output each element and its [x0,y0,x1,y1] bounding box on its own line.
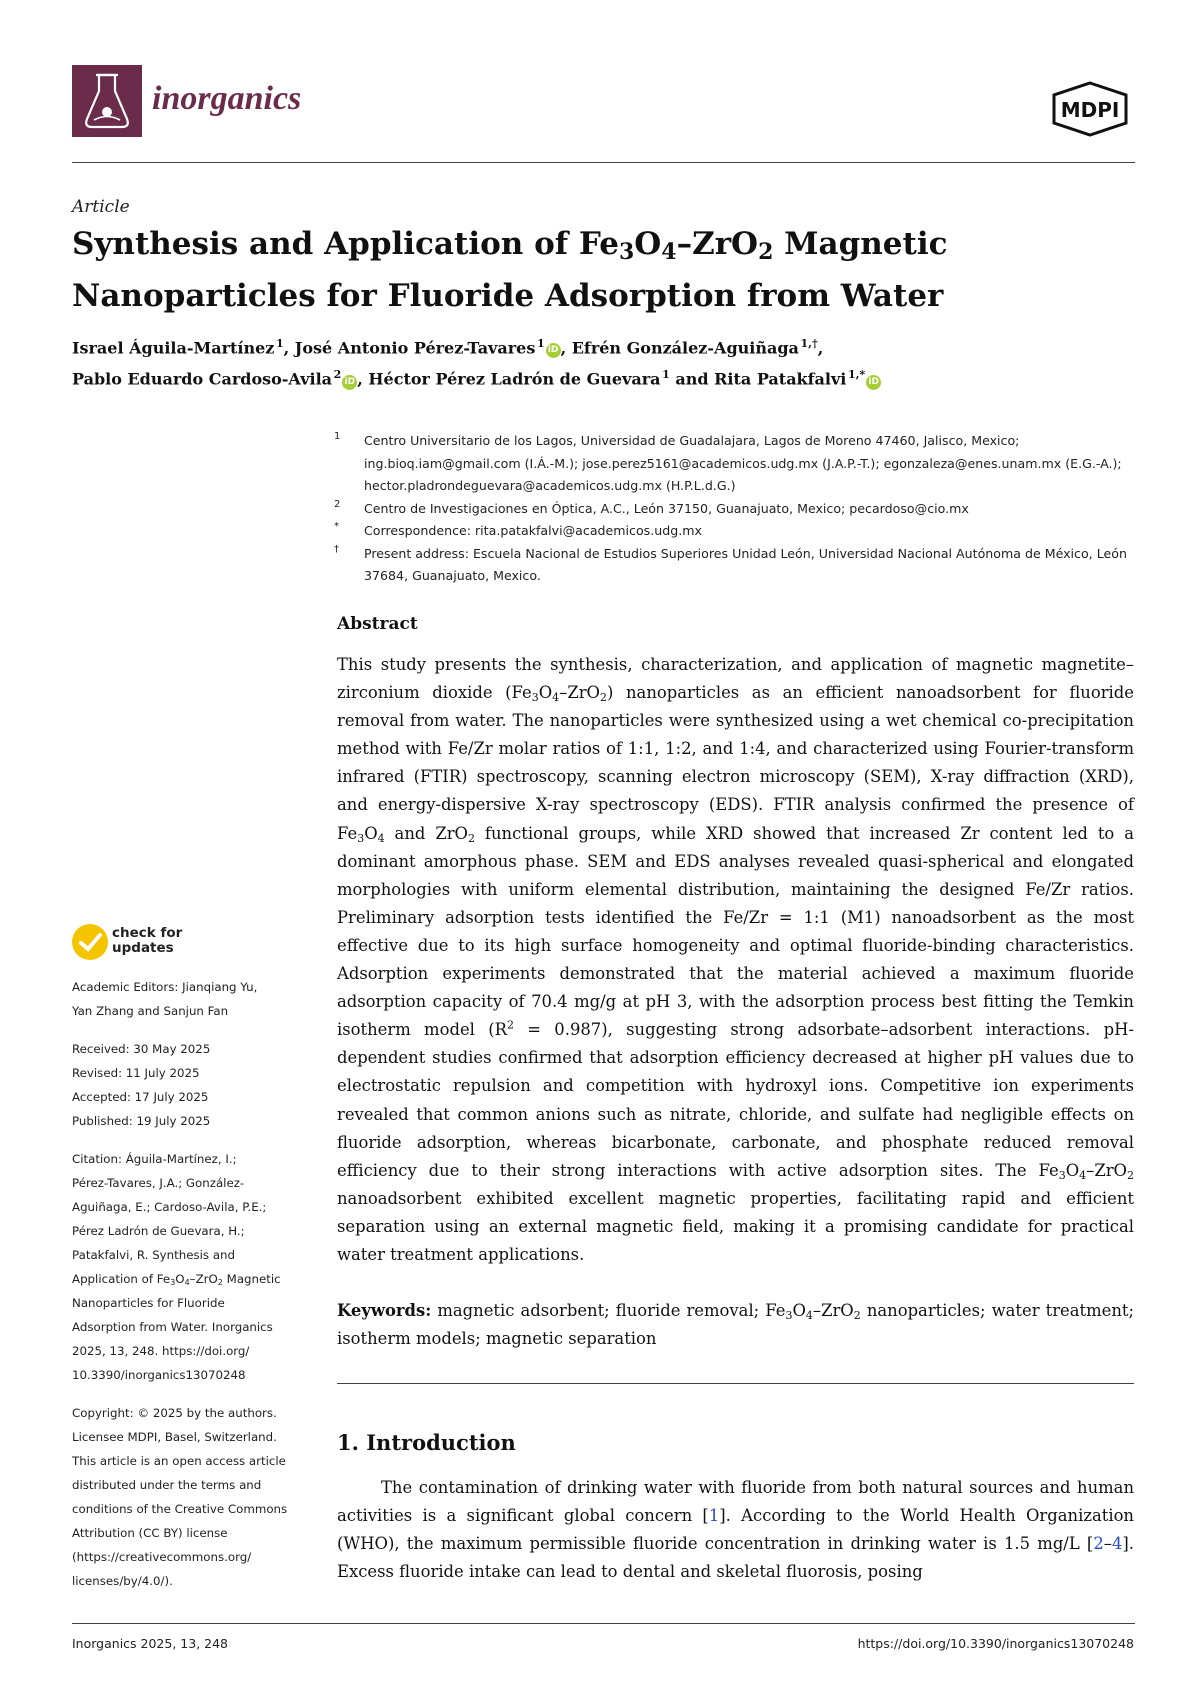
author-name[interactable]: Israel Águila-Martínez [72,338,275,358]
author-list: Israel Águila-Martínez $^1$, José Antonio Pérez-Tavares $^1$iD , Efrén González-Aguiñaga $^{1,\dagger}$, Pablo Eduardo Cardoso-Avila $^2$iD , Héctor Pérez Ladrón de Guevara $^1$ and Rita Patakfalvi $^{1,*}$iD [72,330,1132,393]
abstract-heading: Abstract [337,614,418,634]
article-type: Article [72,197,130,217]
license-link[interactable]: (https://creativecommons.org/ [72,1550,252,1564]
copyright-notice: Copyright: © 2025 by the authors. Licensee MDPI, Basel, Switzerland. This article is an open access article distributed under the terms and conditions of the Creative Commons Attribution (CC BY) license (https://creativecommons.org/ licenses/by/4.0/). [72,1401,312,1593]
affiliation-item: 1 Centro Universitario de los Lagos, Universidad de Guadalajara, Lagos de Moreno 47460, Jalisco, Mexico; ing.bioq.iam@gmail.com (I.Á.-M.); jose.perez5161@academicos.udg.mx (J.A.P.-T.); egonzaleza@enes.unam.mx (E.G.-A.); hector.pladrondeguevara@academicos.udg.mx (H.P.L.d.G.) [334,431,1122,493]
article-sidebar [72,975,312,1607]
section-divider [337,1383,1134,1384]
author-name[interactable]: Rita Patakfalvi [714,369,847,389]
mdpi-logo-icon[interactable] [1048,80,1132,138]
footer-divider [72,1623,1135,1624]
check-badge-icon [72,924,108,960]
author-name[interactable]: Pablo Eduardo Cardoso-Avila [72,369,333,389]
affiliation-item: 2 Centro de Investigaciones en Óptica, A.C., León 37150, Guanajuato, Mexico; pecardoso@cio.mx [334,498,969,516]
journal-logo-icon [72,65,142,137]
paper-title: Synthesis and Application of $Fe_3O_4-ZrO_2$ Magnetic Nanoparticles for Fluoride Adsorption from Water [72,226,948,314]
check-for-updates-icon[interactable] [72,922,192,964]
introduction-text: The contamination of drinking water with fluoride from both natural sources and human activities is a significant global concern [1]. According to the World Health Organization (WHO), the maximum permissible fluoride concentration in drinking water is 1.5 mg/L [2–4]. Excess fluoride intake can lead to dental and skeletal fluorosis, posing [337,1478,1134,1582]
academic-editors: Academic Editors: Jianqiang Yu, Yan Zhang and Sanjun Fan [72,980,258,1018]
present-address: † Present address: Escuela Nacional de Estudios Superiores Unidad León, Universidad Nacional Autónoma de México, León 37684, Guanajuato, Mexico. [334,543,1127,583]
author-name[interactable]: Efrén González-Aguiñaga [571,338,799,358]
check-for-updates-label: check for updates [112,925,183,956]
footer-doi-link[interactable]: https://doi.org/10.3390/inorganics13070248 [857,1636,1134,1651]
doi-link[interactable]: 2025, 13, 248. https://doi.org/ [72,1344,250,1358]
author-name[interactable]: José Antonio Pérez-Tavares [294,338,536,358]
license-link[interactable]: licenses/by/4.0/). [72,1574,173,1588]
author-name[interactable]: Héctor Pérez Ladrón de Guevara [368,369,661,389]
affiliations [334,430,1134,588]
doi-link[interactable]: 10.3390/inorganics13070248 [72,1368,246,1382]
abstract-text: This study presents the synthesis, characterization, and application of magnetic magnetite–zirconium dioxide $(Fe_3O_4-ZrO_2)$ nanoparticles as an efficient nanoadsorbent for fluoride removal from water. The nanoparticles were synthesized using a wet chemical co-precipitation method with Fe/Zr molar ratios of 1:1, 1:2, and 1:4, and characterized using Fourier-transform infrared (FTIR) spectroscopy, scanning electron microscopy (SEM), X-ray diffraction (XRD), and energy-dispersive X-ray spectroscopy (EDS). FTIR analysis confirmed the presence of $Fe_3O_4$ and ZrO$_2$ functional groups, while XRD showed that increased Zr content led to a dominant amorphous phase. SEM and EDS analyses revealed quasi-spherical and elongated morphologies with uniform elemental distribution, maintaining the designed Fe/Zr ratios. Preliminary adsorption tests identified the Fe/Zr = 1:1 (M1) nanoadsorbent as the most effective due to its high surface homogeneity and optimal fluoride-binding characteristics. Adsorption experiments demonstrated that the material achieved a maximum fluoride adsorption capacity of 70.4 mg/g at pH 3, with the adsorption process best fitting the Temkin isotherm model $(R^2 = 0.987)$, suggesting strong adsorbate–adsorbent interactions. pH-dependent studies confirmed that adsorption efficiency decreased at higher pH values due to electrostatic repulsion and competition with hydroxyl ions. Competitive ion experiments revealed that common anions such as nitrate, chloride, and sulfate had negligible effects on fluoride adsorption, whereas bicarbonate, carbonate, and phosphate reduced removal efficiency due to their strong interactions with active adsorption sites. The $Fe_3O_4-ZrO_2$ nanoadsorbent exhibited excellent magnetic properties, facilitating rapid and efficient separation using an external magnetic field, making it a promising candidate for practical water treatment applications. [337,655,1134,1264]
citation-link[interactable]: 1 [708,1506,720,1526]
mdpi-logo-text: MDPI [1060,98,1120,122]
section-heading: 1. Introduction [337,1430,516,1455]
publication-dates: Received: 30 May 2025 Revised: 11 July 2025 Accepted: 17 July 2025 Published: 19 July 2025 [72,1042,211,1128]
orcid-icon[interactable]: iD [342,375,357,390]
keywords: Keywords: magnetic adsorbent; fluoride removal; $Fe_3O_4-ZrO_2$ nanoparticles; water treatment; isotherm models; magnetic separation [337,1301,1134,1349]
citation-link[interactable]: 2 [1093,1534,1104,1554]
orcid-icon[interactable]: iD [866,375,881,390]
correspondence: * Correspondence: rita.patakfalvi@academicos.udg.mx [334,521,702,538]
citation: Citation: Águila-Martínez, I.; Pérez-Tavares, J.A.; González- Aguiñaga, E.; Cardoso-Avila, P.E.; Pérez Ladrón de Guevara, H.; Patakfalvi, R. Synthesis and Application of $Fe_3O_4-ZrO_2$ Magnetic Nanoparticles for Fluoride Adsorption from Water. Inorganics 2025, 13, 248. https://doi.org/ 10.3390/inorganics13070248 [72,1147,312,1387]
journal-name[interactable]: inorganics [152,80,302,117]
orcid-icon[interactable]: iD [546,343,561,358]
footer-citation: Inorganics 2025, 13, 248 [72,1636,228,1651]
citation-link[interactable]: 4 [1111,1534,1123,1554]
header-divider [72,162,1135,163]
